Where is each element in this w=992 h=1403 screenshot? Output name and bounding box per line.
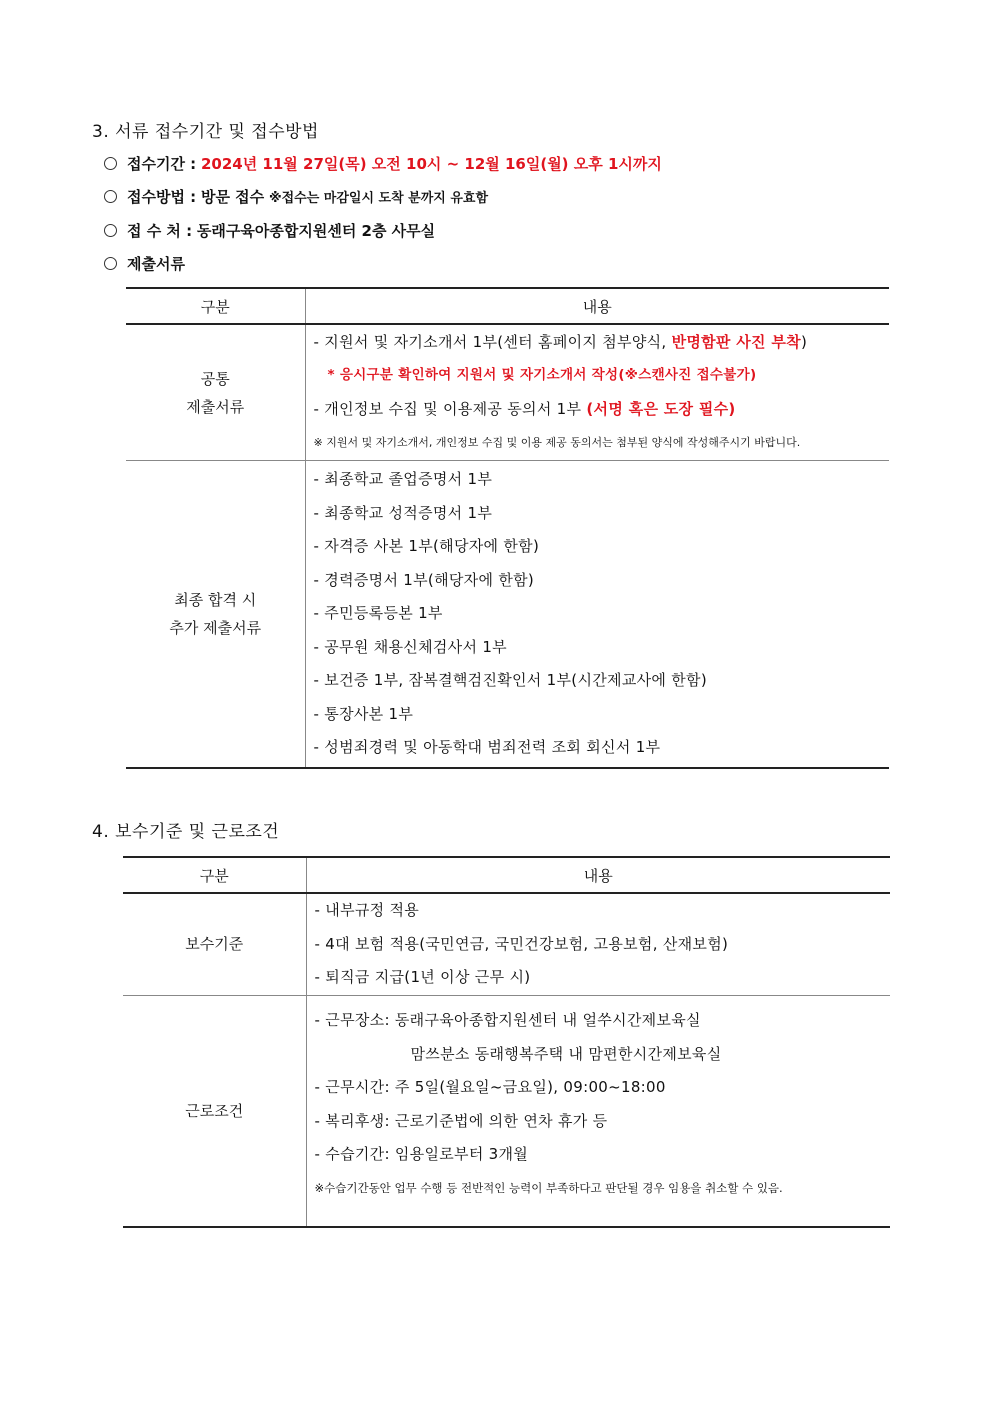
common-line3: - 개인정보 수집 및 이용제공 동의서 1부 (서명 혹은 도장 필수) — [313, 399, 736, 418]
work-place-line2: 맘쓰분소 동래행복주택 내 맘편한시간제보육실 — [410, 1044, 722, 1063]
period-value: 2024년 11월 27일(목) 오전 10시 ~ 12월 16일(월) 오후 1시까지 — [200, 155, 662, 173]
common-note: ※ 지원서 및 자기소개서, 개인정보 수집 및 이용 제공 동의서는 첨부된 양식에 작성해주시기 바랍니다. — [313, 436, 801, 449]
common-line3-red: (서명 혹은 도장 필수) — [586, 399, 736, 418]
list-item: - 통장사본 1부 — [313, 704, 414, 723]
docs-label: 제출서류 — [127, 255, 185, 273]
category-common-line1: 공통 — [200, 369, 230, 388]
content-work — [306, 995, 890, 1227]
common-line1-red: 반명함판 사진 부착 — [671, 332, 801, 351]
section4-title: 4. 보수기준 및 근로조건 — [92, 822, 280, 842]
category-work: 근로조건 — [123, 995, 306, 1227]
list-item: - 성범죄경력 및 아동학대 범죄전력 조회 회신서 1부 — [313, 738, 661, 757]
category-final-line1: 최종 합격 시 — [174, 591, 257, 609]
documents-table — [126, 287, 889, 769]
circle-bullet-icon — [104, 190, 117, 203]
conditions-table — [123, 856, 890, 1228]
circle-bullet-icon — [104, 157, 117, 170]
content-pay — [306, 893, 890, 995]
method-value: 방문 접수 — [200, 188, 265, 206]
list-item: - 내부규정 적용 — [314, 901, 420, 919]
table-row-final — [126, 461, 889, 769]
table-header-row — [123, 857, 890, 893]
list-item: - 4대 보험 적용(국민연금, 국민건강보험, 고용보험, 산재보험) — [314, 934, 729, 953]
period-label: 접수기간 : — [127, 155, 197, 173]
list-item: - 주민등록등본 1부 — [313, 604, 443, 623]
table-row-common — [126, 324, 889, 461]
table-row-work — [123, 995, 890, 1227]
list-item: - 자격증 사본 1부(해당자에 한함) — [313, 537, 540, 556]
category-final — [126, 461, 305, 769]
content-final — [305, 461, 889, 769]
place-value: 동래구육아종합지원센터 2층 사무실 — [196, 222, 436, 240]
work-probation-line: - 수습기간: 임용일로부터 3개월 — [314, 1145, 529, 1163]
category-common-line2: 제출서류 — [186, 397, 245, 416]
category-common — [126, 324, 305, 461]
header-category: 구분 — [123, 857, 306, 893]
section3-title: 3. 서류 접수기간 및 접수방법 — [92, 122, 319, 142]
method-item — [104, 186, 488, 207]
place-label: 접 수 처 : — [127, 222, 193, 240]
list-item: - 퇴직금 지급(1년 이상 근무 시) — [314, 968, 531, 986]
content-common — [305, 324, 889, 461]
work-note: ※수습기간동안 업무 수행 등 전반적인 능력이 부족하다고 판단될 경우 임용을 취소할 수 있음. — [314, 1180, 783, 1195]
docs-item — [104, 253, 185, 274]
header-content: 내용 — [306, 857, 890, 893]
work-place-line: - 근무장소: 동래구육아종합지원센터 내 얼쑤시간제보육실 — [314, 1011, 701, 1029]
header-category: 구분 — [126, 288, 305, 324]
method-label: 접수방법 : — [127, 188, 197, 206]
work-welfare-line: - 복리후생: 근로기준법에 의한 연차 휴가 등 — [314, 1111, 608, 1130]
table-row-pay — [123, 893, 890, 995]
work-hours-line: - 근무시간: 주 5일(월요일~금요일), 09:00~18:00 — [314, 1078, 666, 1096]
list-item: - 최종학교 성적증명서 1부 — [313, 503, 493, 522]
category-pay: 보수기준 — [123, 893, 306, 995]
table-header-row — [126, 288, 889, 324]
period-item — [104, 153, 662, 174]
header-content: 내용 — [305, 288, 889, 324]
list-item: - 공무원 채용신체검사서 1부 — [313, 637, 507, 656]
place-item — [104, 220, 435, 241]
list-item: - 경력증명서 1부(해당자에 한함) — [313, 570, 535, 589]
list-item: - 최종학교 졸업증명서 1부 — [313, 470, 493, 489]
method-note: ※접수는 마감일시 도착 분까지 유효함 — [268, 191, 489, 206]
common-line2: * 응시구분 확인하여 지원서 및 자기소개서 작성(※스캔사진 접수불가) — [327, 367, 757, 383]
list-item: - 보건증 1부, 잠복결핵검진확인서 1부(시간제교사에 한함) — [313, 671, 707, 690]
category-final-line2: 추가 제출서류 — [169, 619, 262, 637]
circle-bullet-icon — [104, 224, 117, 237]
circle-bullet-icon — [104, 257, 117, 270]
common-line1: - 지원서 및 자기소개서 1부(센터 홈페이지 첨부양식, 반명함판 사진 부착) — [313, 332, 808, 351]
